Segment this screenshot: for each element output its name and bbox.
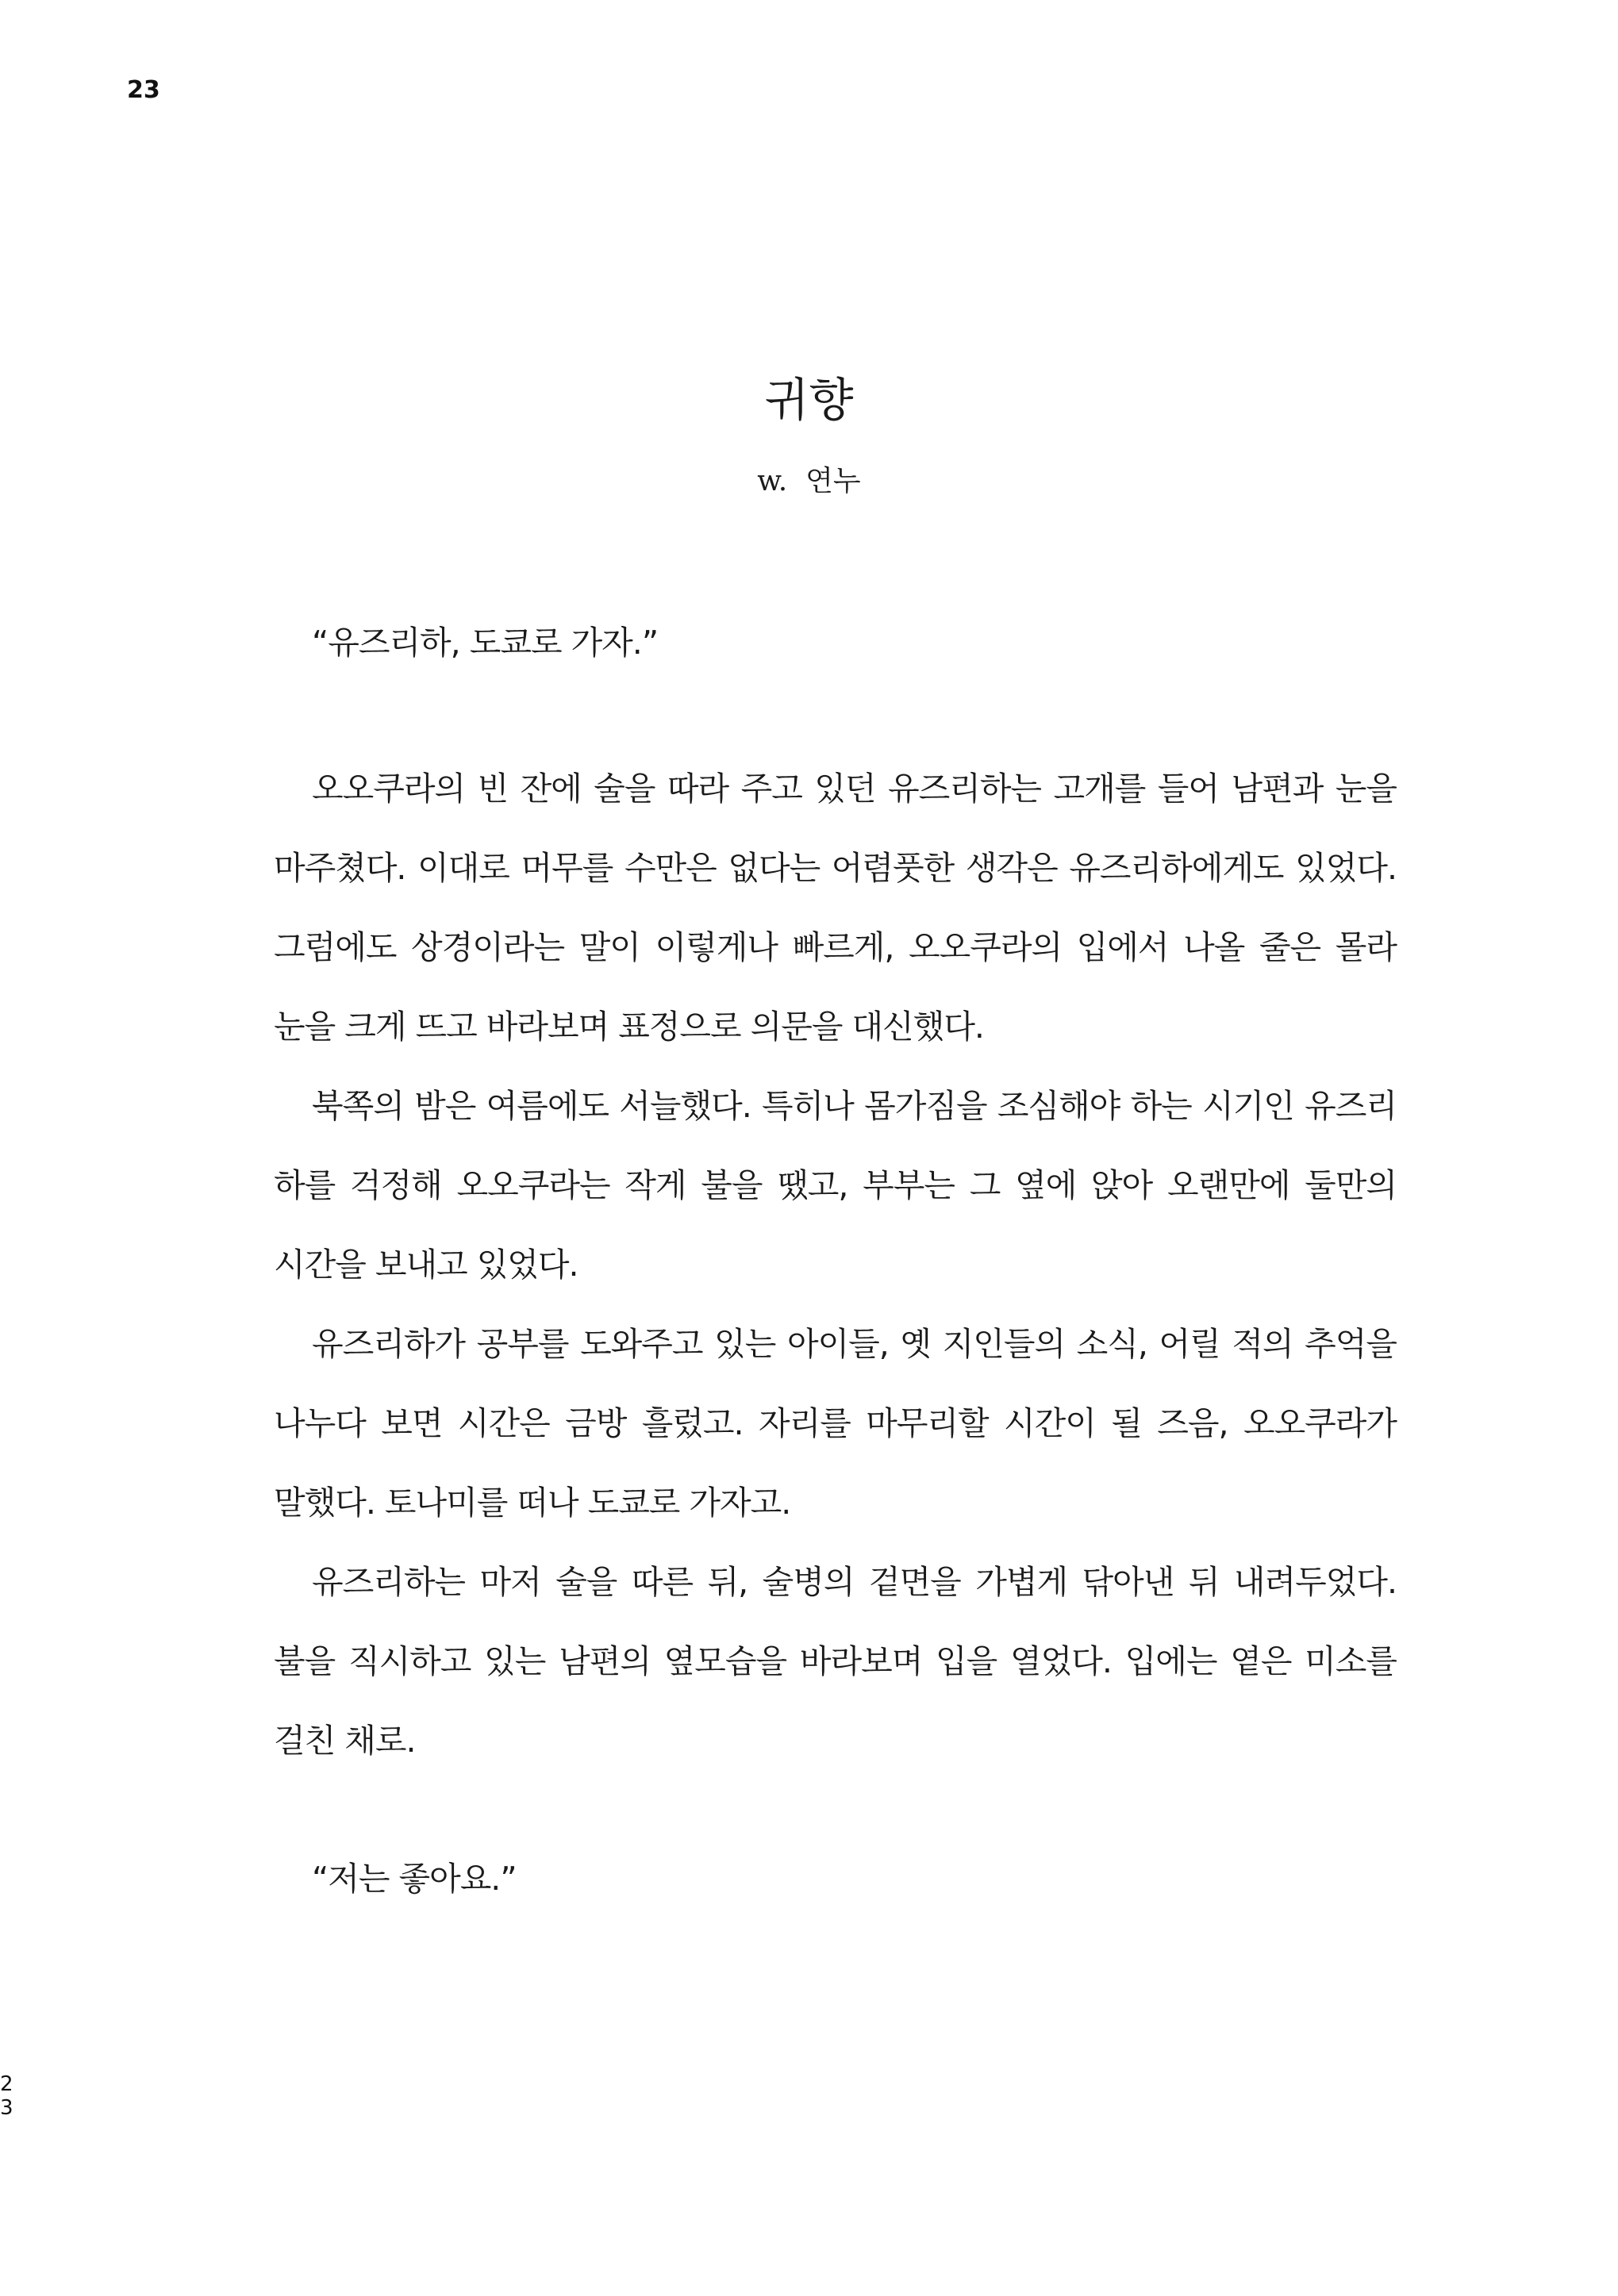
dialogue-line: “저는 좋아요.” xyxy=(312,1860,517,1898)
dialogue-block-1 xyxy=(274,603,1397,682)
author-prefix: w. xyxy=(757,465,788,497)
side-page-number xyxy=(0,2072,16,2120)
side-page-digit: 3 xyxy=(0,2096,13,2120)
paragraph-line: 그럼에도 상경이라는 말이 이렇게나 빠르게, 오오쿠라의 입에서 나올 줄은 몰라 xyxy=(274,928,1397,966)
paragraph-line: 오오쿠라의 빈 잔에 술을 따라 주고 있던 유즈리하는 고개를 들어 남편과 눈을 xyxy=(312,770,1397,808)
paragraph-4 xyxy=(274,1542,1397,1780)
paragraph-line: 시간을 보내고 있었다. xyxy=(274,1246,578,1284)
paragraph-1 xyxy=(274,749,1397,1066)
page-number: 23 xyxy=(127,76,160,104)
paragraph-line: 나누다 보면 시간은 금방 흘렀고. 자리를 마무리할 시간이 될 즈음, 오오쿠라가 xyxy=(274,1404,1397,1442)
author-name: 연누 xyxy=(805,465,861,497)
paragraph-line: 마주쳤다. 이대로 머무를 수만은 없다는 어렴풋한 생각은 유즈리하에게도 있었다. xyxy=(274,849,1397,887)
paragraph-line: 유즈리하는 마저 술을 따른 뒤, 술병의 겉면을 가볍게 닦아낸 뒤 내려두었다. xyxy=(312,1563,1397,1601)
author-line xyxy=(0,459,1618,499)
dialogue-line: “유즈리하, 도쿄로 가자.” xyxy=(312,624,659,662)
paragraph-line: 하를 걱정해 오오쿠라는 작게 불을 땠고, 부부는 그 옆에 앉아 오랜만에 둘만의 xyxy=(274,1166,1397,1204)
paragraph-2 xyxy=(274,1066,1397,1304)
paragraph-3 xyxy=(274,1304,1397,1542)
story-title: 귀향 xyxy=(764,373,854,427)
paragraph-line: 북쪽의 밤은 여름에도 서늘했다. 특히나 몸가짐을 조심해야 하는 시기인 유즈리 xyxy=(312,1087,1397,1125)
paragraph-line: 말했다. 토나미를 떠나 도쿄로 가자고. xyxy=(274,1484,791,1522)
paragraph-line: 불을 직시하고 있는 남편의 옆모습을 바라보며 입을 열었다. 입에는 옅은 미소를 xyxy=(274,1642,1397,1680)
paragraph-block xyxy=(274,749,1397,1780)
dialogue-block-2 xyxy=(274,1839,1397,1918)
side-page-digit: 2 xyxy=(0,2072,13,2096)
paragraph-line: 눈을 크게 뜨고 바라보며 표정으로 의문을 대신했다. xyxy=(274,1008,984,1046)
paragraph-line: 걸친 채로. xyxy=(274,1722,416,1760)
paragraph-line: 유즈리하가 공부를 도와주고 있는 아이들, 옛 지인들의 소식, 어릴 적의 추억을 xyxy=(312,1325,1397,1363)
